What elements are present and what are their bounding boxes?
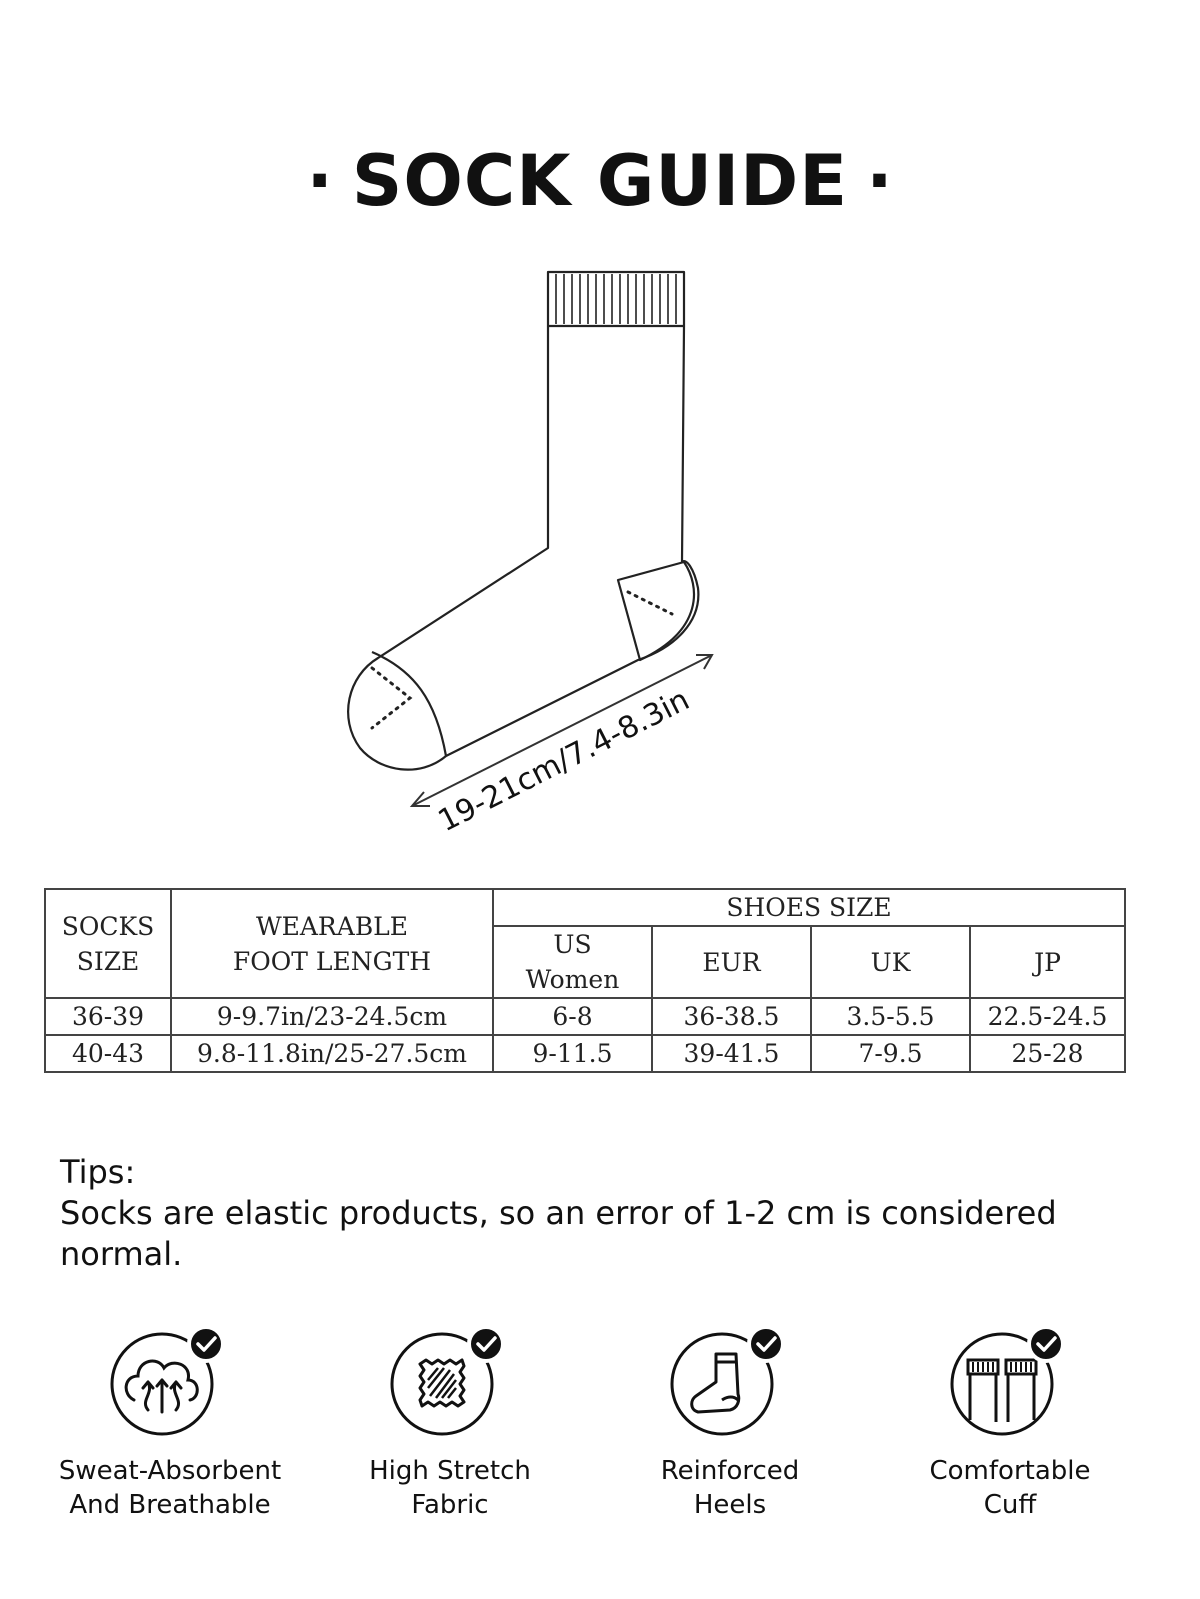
feature-label — [590, 1454, 870, 1522]
cell-eur: 39-41.5 — [652, 1035, 811, 1072]
feature-label — [870, 1454, 1150, 1522]
sweat-absorbent-icon — [100, 1320, 240, 1440]
feature-comfortable-cuff — [870, 1320, 1150, 1522]
cell-jp: 25-28 — [970, 1035, 1125, 1072]
header-socks-size-line1: SOCKS — [61, 911, 155, 941]
feature-label — [30, 1454, 310, 1522]
size-table — [44, 888, 1126, 1073]
feature-label-line1: High Stretch — [369, 1456, 531, 1486]
cell-uk: 3.5-5.5 — [811, 998, 970, 1035]
measurement-label: 19-21cm/7.4-8.3in — [432, 682, 696, 840]
header-shoes-size: SHOES SIZE — [493, 889, 1125, 926]
stretch-fabric-icon — [380, 1320, 520, 1440]
feature-label-line2: And Breathable — [69, 1490, 271, 1520]
header-us-line2: Women — [525, 965, 620, 994]
page-title — [0, 140, 1200, 222]
measurement-arrow — [412, 655, 712, 806]
header-uk: UK — [811, 926, 970, 998]
cell-foot: 9.8-11.8in/25-27.5cm — [171, 1035, 493, 1072]
header-jp: JP — [970, 926, 1125, 998]
header-foot-length-line1: WEARABLE — [255, 911, 409, 941]
sock-outline — [348, 272, 698, 770]
feature-label-line2: Cuff — [983, 1490, 1037, 1520]
header-foot-length — [171, 889, 493, 998]
cell-eur: 36-38.5 — [652, 998, 811, 1035]
title-text: SOCK GUIDE — [351, 140, 849, 222]
cell-socks: 40-43 — [45, 1035, 171, 1072]
feature-label — [310, 1454, 590, 1522]
tips-heading: Tips: — [60, 1153, 136, 1191]
header-eur: EUR — [652, 926, 811, 998]
tips-section — [60, 1152, 1140, 1275]
title-bullet-left: · — [306, 140, 334, 222]
cell-us: 6-8 — [493, 998, 652, 1035]
feature-label-line1: Sweat-Absorbent — [58, 1456, 282, 1486]
header-socks-size-line2: SIZE — [76, 946, 140, 976]
table-row — [45, 998, 1125, 1035]
feature-label-line2: Heels — [693, 1490, 767, 1520]
features-row — [0, 1320, 1200, 1540]
cell-foot: 9-9.7in/23-24.5cm — [171, 998, 493, 1035]
cell-uk: 7-9.5 — [811, 1035, 970, 1072]
cell-jp: 22.5-24.5 — [970, 998, 1125, 1035]
header-us — [493, 926, 652, 998]
comfortable-cuff-icon — [940, 1320, 1080, 1440]
header-us-line1: US — [553, 930, 592, 959]
cell-us: 9-11.5 — [493, 1035, 652, 1072]
reinforced-heel-icon — [660, 1320, 800, 1440]
sock-diagram — [330, 250, 750, 850]
feature-high-stretch — [310, 1320, 590, 1522]
header-socks-size — [45, 889, 171, 998]
table-row — [45, 1035, 1125, 1072]
feature-label-line1: Reinforced — [660, 1456, 800, 1486]
feature-reinforced-heels — [590, 1320, 870, 1522]
feature-sweat-absorbent — [30, 1320, 310, 1522]
tips-text: Socks are elastic products, so an error of 1-2 cm is considered normal. — [60, 1194, 1057, 1273]
header-foot-length-line2: FOOT LENGTH — [232, 946, 432, 976]
feature-label-line1: Comfortable — [929, 1456, 1091, 1486]
cell-socks: 36-39 — [45, 998, 171, 1035]
title-bullet-right: · — [866, 140, 894, 222]
feature-label-line2: Fabric — [411, 1490, 489, 1520]
